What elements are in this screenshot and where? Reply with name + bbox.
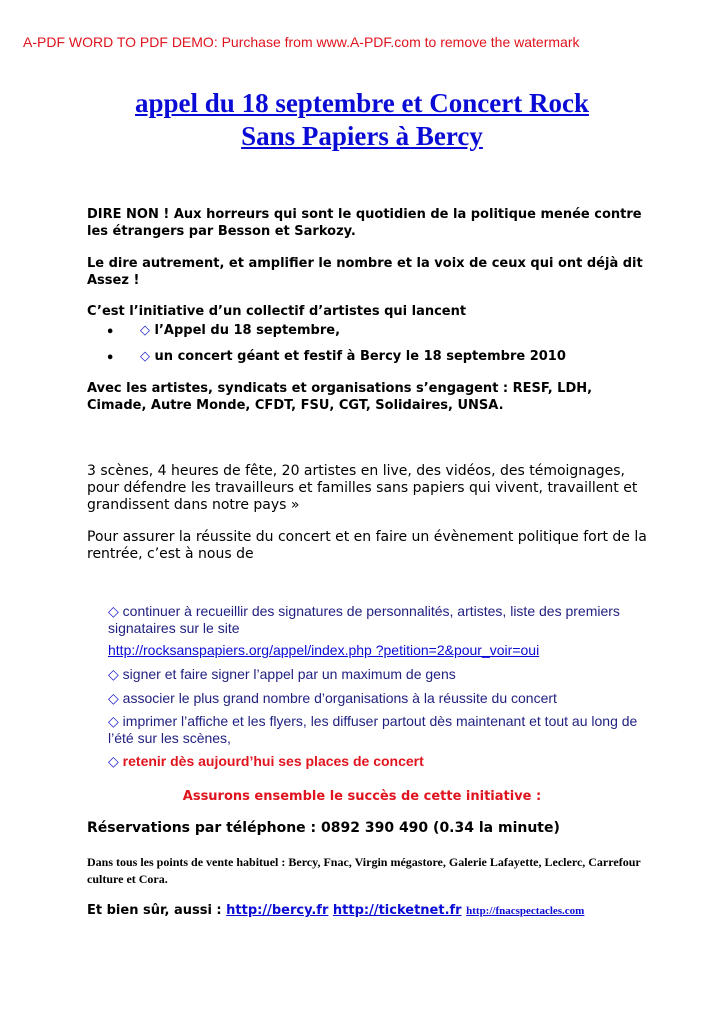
action-text: continuer à recueillir des signatures de personnalités, artistes, liste des premiers signataires sur le site	[108, 603, 620, 636]
paragraph-engagements: Avec les artistes, syndicats et organisations s’engagent : RESF, LDH, Cimade, Autre Monde, CFDT, FSU, CGT, Solidaires, UNSA.	[87, 381, 593, 413]
bullet-text: l’Appel du 18 septembre,	[154, 323, 341, 338]
document-title	[0, 87, 724, 153]
action-item-retenir	[108, 753, 648, 770]
action-item-signer	[108, 666, 648, 683]
reservation-phone: Réservations par téléphone : 0892 390 490 (0.34 la minute)	[87, 820, 560, 836]
paragraph-initiative: C’est l’initiative d’un collectif d’artistes qui lancent	[87, 304, 467, 319]
final-prefix: Et bien sûr, aussi :	[87, 903, 222, 918]
final-links-line	[87, 903, 584, 918]
diamond-icon: ◇	[108, 713, 119, 729]
petition-link-row	[108, 642, 648, 659]
diamond-icon: ◇	[140, 323, 150, 338]
bullet-dot-icon: •	[106, 351, 115, 366]
petition-link[interactable]: http://rocksanspapiers.org/appel/index.php ?petition=2&pour_voir=oui	[108, 642, 540, 658]
diamond-icon: ◇	[140, 349, 150, 364]
action-text: imprimer l’affiche et les flyers, les diffuser partout dès maintenant et tout au long de l’été sur les scènes,	[108, 713, 638, 746]
action-text-emphasis: retenir dès aujourd’hui ses places de concert	[122, 753, 424, 769]
points-de-vente: Dans tous les points de vente habituel : Bercy, Fnac, Virgin mégastore, Galerie Lafayette, Leclerc, Carrefour culture et Cora.	[87, 855, 641, 886]
action-text: signer et faire signer l’appel par un maximum de gens	[122, 666, 456, 682]
paragraph-dire-autrement: Le dire autrement, et amplifier le nombre et la voix de ceux qui ont déjà dit Assez !	[87, 256, 643, 288]
title-line-1: appel du 18 septembre et Concert Rock	[135, 88, 589, 118]
action-item-imprimer	[108, 713, 648, 747]
bullet-item	[87, 349, 647, 375]
slogan-heading: Assurons ensemble le succès de cette initiative :	[182, 789, 542, 804]
title-line-2: Sans Papiers à Bercy	[241, 121, 483, 151]
bullet-item	[87, 323, 647, 349]
bullet-text: un concert géant et festif à Bercy le 18 septembre 2010	[154, 349, 566, 364]
bullet-dot-icon: •	[106, 325, 115, 340]
paragraph-reussite: Pour assurer la réussite du concert et en faire un évènement politique fort de la rentrée, c’est à nous de	[87, 529, 647, 562]
fnacspectacles-link[interactable]: http://fnacspectacles.com	[466, 905, 585, 917]
diamond-icon: ◇	[108, 690, 119, 706]
paragraph-dire-non: DIRE NON ! Aux horreurs qui sont le quotidien de la politique menée contre les étrangers par Besson et Sarkozy.	[87, 207, 642, 239]
initiative-bullet-list	[87, 323, 647, 375]
bercy-link[interactable]: http://bercy.fr	[226, 903, 329, 918]
diamond-icon: ◇	[108, 753, 119, 769]
watermark-text: A-PDF WORD TO PDF DEMO: Purchase from www.A-PDF.com to remove the watermark	[23, 34, 580, 50]
action-text: associer le plus grand nombre d’organisations à la réussite du concert	[122, 690, 557, 706]
diamond-icon: ◇	[108, 603, 119, 619]
action-item-associer	[108, 690, 648, 707]
ticketnet-link[interactable]: http://ticketnet.fr	[332, 903, 462, 918]
paragraph-scenes: 3 scènes, 4 heures de fête, 20 artistes en live, des vidéos, des témoignages, pour défendre les travailleurs et familles sans papiers qui vivent, travaillent et grandissent dans notre pays »	[87, 463, 638, 513]
diamond-icon: ◇	[108, 666, 119, 682]
action-item-signatures	[108, 603, 648, 637]
